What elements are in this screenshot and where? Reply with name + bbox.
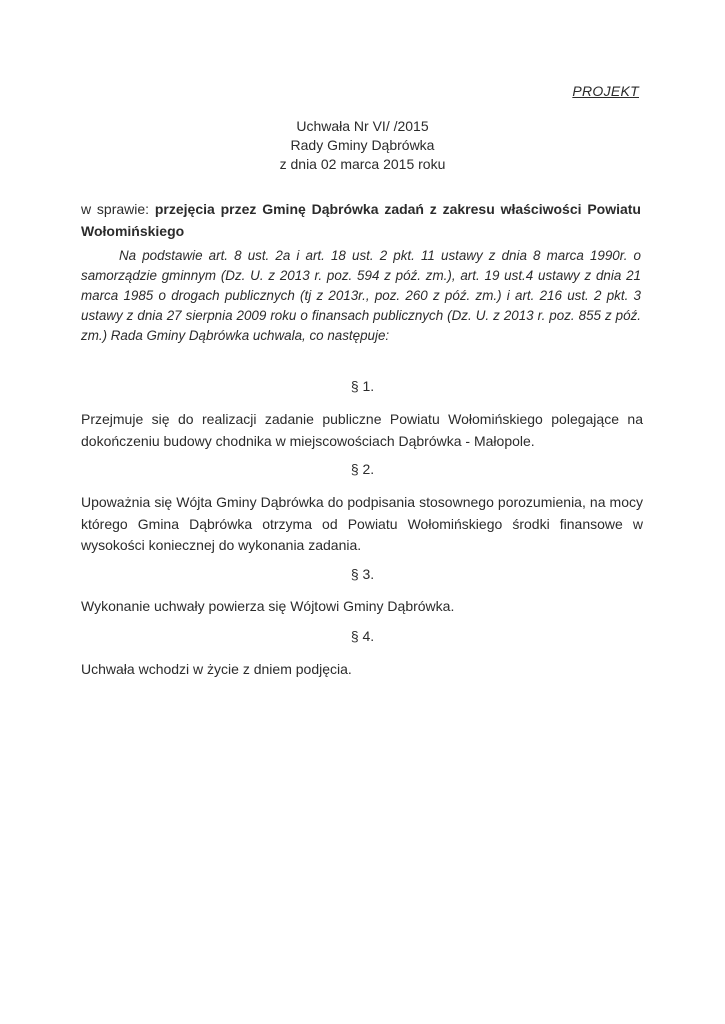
section-2-sign: § 2. bbox=[350, 461, 375, 477]
resolution-date: z dnia 02 marca 2015 roku bbox=[279, 156, 446, 172]
legal-basis: Na podstawie art. 8 ust. 2a i art. 18 ust. 2 pkt. 11 ustawy z dnia 8 marca 1990r. o samorządzie gminnym (Dz. U. z 2013 r. poz. 594 z póź. zm.), art. 19 ust.4 ustawy z dnia 21 marca 1985 o drogach publicznych (tj z 2013r., poz. 260 z póź. zm.) i art. 216 ust. 2 pkt. 3 ustawy z dnia 27 sierpnia 2009 roku o finansach publicznych (Dz. U. z 2013 r. poz. 855 z póź. zm.) Rada Gminy Dąbrówka uchwala, co następuje: bbox=[81, 248, 641, 343]
section-2-text: Upoważnia się Wójta Gminy Dąbrówka do podpisania stosownego porozumienia, na mocy którego Gmina Dąbrówka otrzyma od Powiatu Wołomińskiego środki finansowe w wysokości koniecznej do wykonania zadania. bbox=[81, 494, 643, 553]
resolution-subject bbox=[81, 198, 641, 242]
resolution-number: Uchwała Nr VI/ /2015 bbox=[296, 118, 429, 134]
subject-title: przejęcia przez Gminę Dąbrówka zadań z zakresu właściwości Powiatu Wołomińskiego bbox=[81, 201, 641, 239]
section-1-sign: § 1. bbox=[350, 378, 375, 394]
subject-prefix: w sprawie: bbox=[81, 201, 155, 217]
section-4-text: Uchwała wchodzi w życie z dniem podjęcia. bbox=[81, 661, 352, 677]
section-1-text: Przejmuje się do realizacji zadanie publiczne Powiatu Wołomińskiego polegające na dokończeniu budowy chodnika w miejscowościach Dąbrówka - Małopole. bbox=[81, 411, 643, 449]
section-3-sign: § 3. bbox=[350, 566, 375, 582]
section-3-text: Wykonanie uchwały powierza się Wójtowi Gminy Dąbrówka. bbox=[81, 598, 455, 614]
council-name: Rady Gminy Dąbrówka bbox=[290, 137, 435, 153]
draft-marker: PROJEKT bbox=[572, 83, 639, 99]
section-4-sign: § 4. bbox=[350, 628, 375, 644]
resolution-header bbox=[0, 117, 725, 174]
